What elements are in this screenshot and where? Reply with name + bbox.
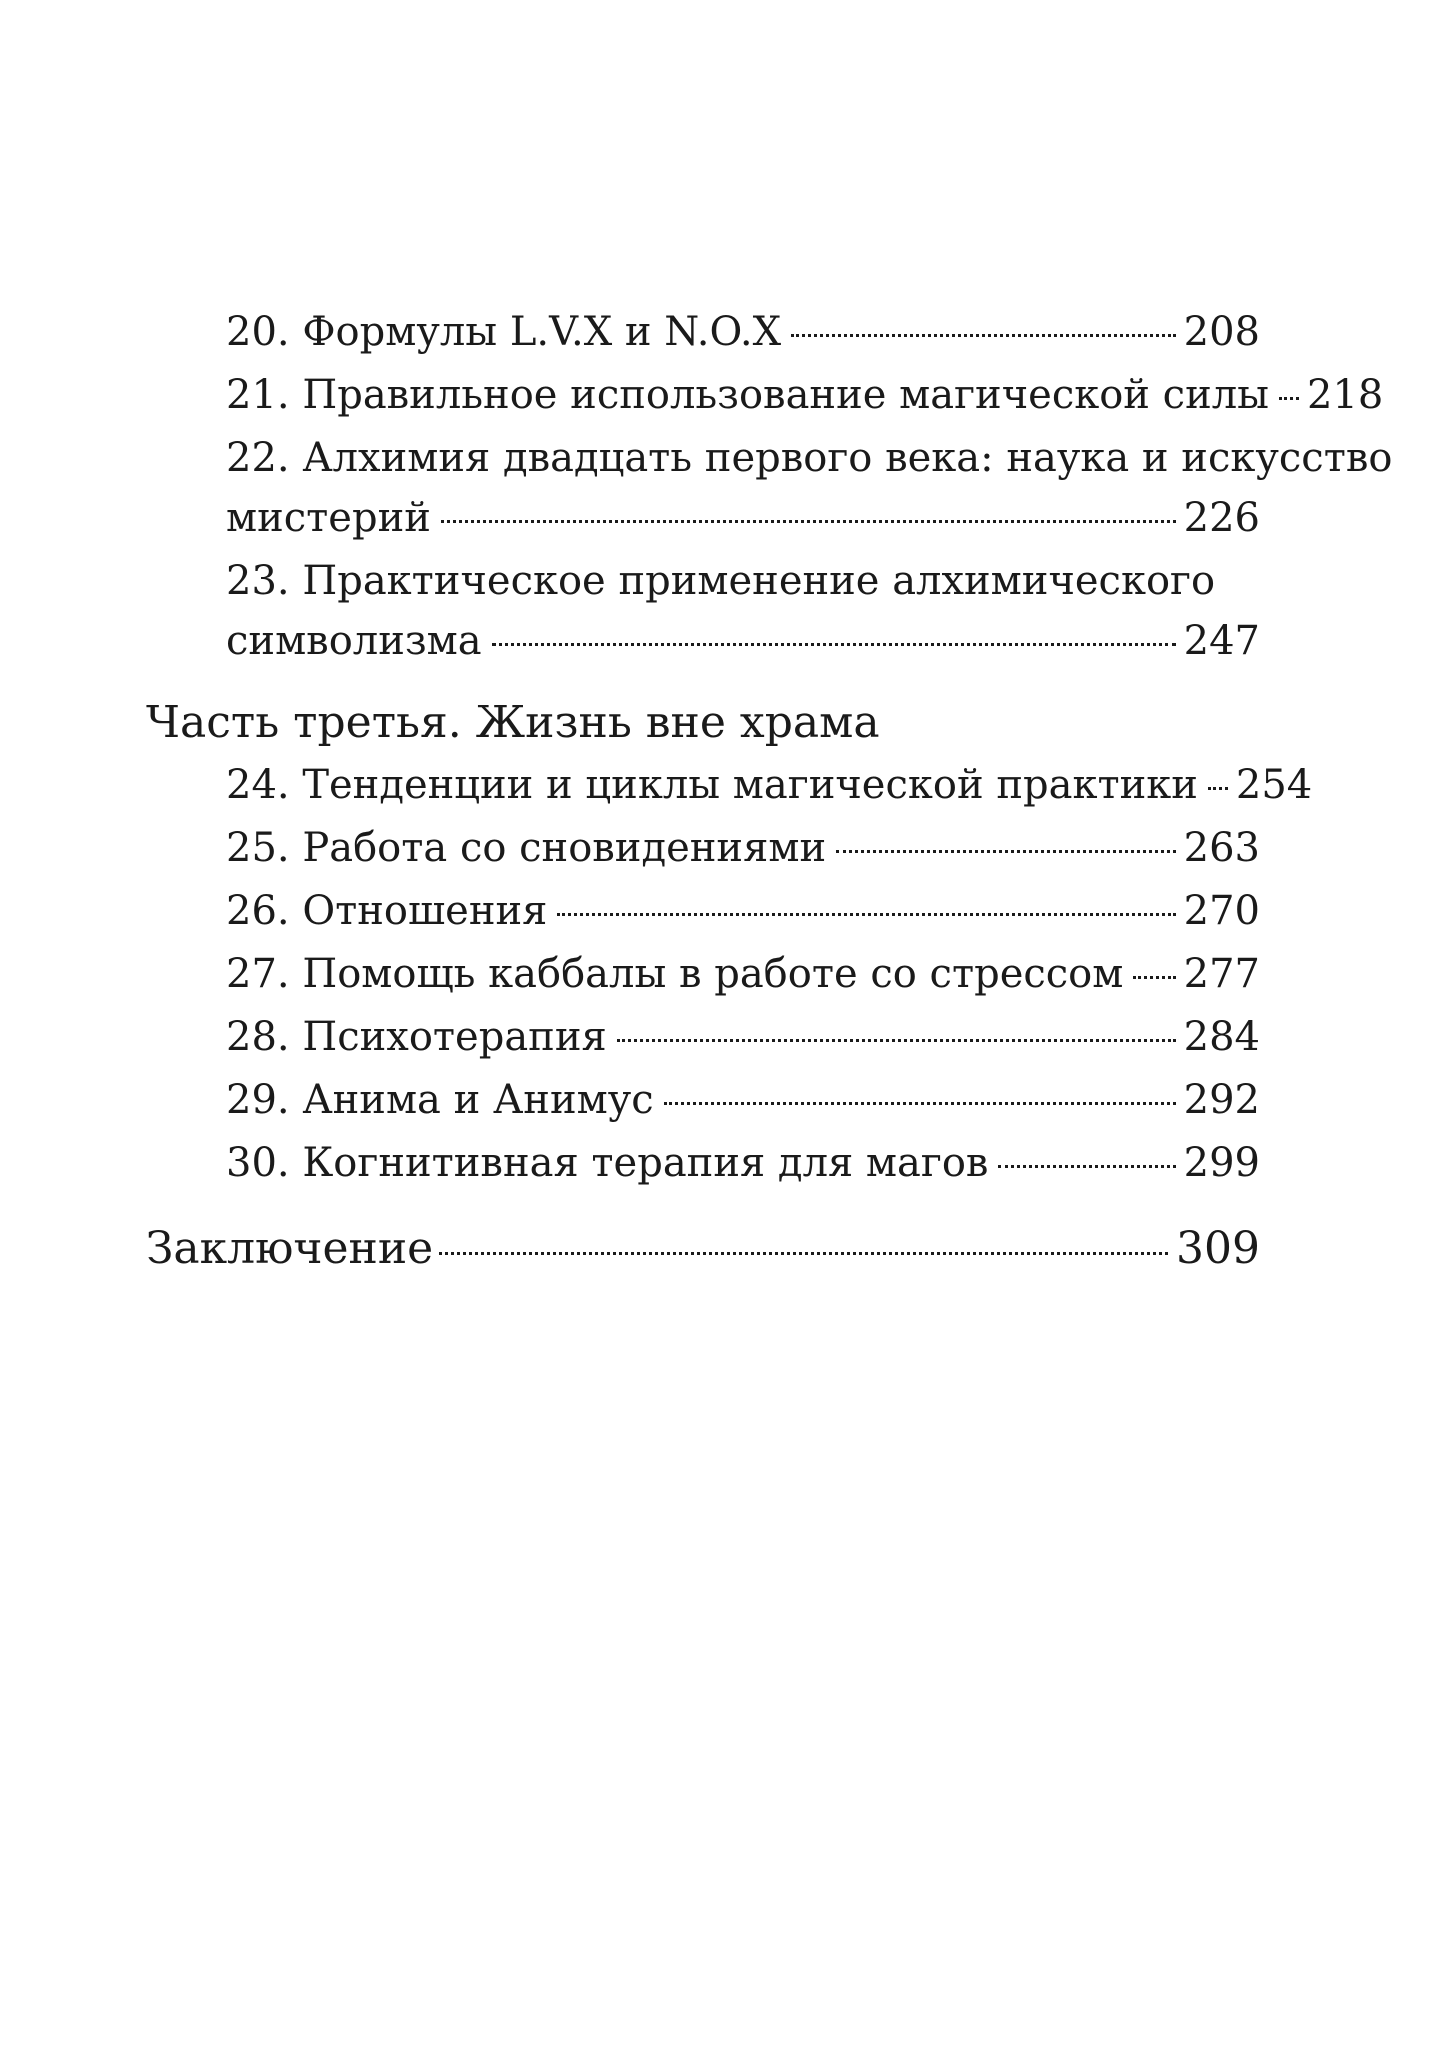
toc-entry-page: 218	[1307, 372, 1384, 418]
part-three-heading[interactable]: Часть третья. Жизнь вне храма	[146, 697, 880, 748]
toc-entry-page: 270	[1183, 888, 1260, 934]
toc-conclusion[interactable]	[146, 1217, 1260, 1281]
toc-entry-title-line2: мистерий	[226, 495, 431, 541]
dot-leader	[1133, 976, 1175, 979]
toc-entry-25[interactable]	[226, 818, 1260, 878]
dot-leader	[617, 1039, 1176, 1042]
toc-entry-title-line1: 23. Практическое применение алхимического	[226, 558, 1216, 604]
toc-entry-page: 277	[1183, 951, 1260, 997]
dot-leader	[441, 520, 1176, 523]
toc-entry-23[interactable]	[226, 551, 1260, 671]
toc-entry-title: 27. Помощь каббалы в работе со стрессом	[226, 951, 1124, 997]
toc-entry-20[interactable]	[226, 302, 1260, 362]
toc-entry-27[interactable]	[226, 944, 1260, 1004]
toc-entry-title: 26. Отношения	[226, 888, 548, 934]
toc-entry-26[interactable]	[226, 881, 1260, 941]
toc-entry-21[interactable]	[226, 365, 1384, 425]
toc-entry-24[interactable]	[226, 755, 1313, 815]
toc-entry-page: 263	[1183, 825, 1260, 871]
toc-entry-title-line1: 22. Алхимия двадцать первого века: наука и искусство	[226, 435, 1393, 481]
toc-entry-title: 30. Когнитивная терапия для магов	[226, 1140, 989, 1186]
toc-entry-title-line2: символизма	[226, 618, 482, 664]
dot-leader	[998, 1165, 1175, 1168]
toc-entry-page: 284	[1183, 1014, 1260, 1060]
toc-entry-page: 208	[1183, 309, 1260, 355]
toc-conclusion-page: 309	[1176, 1223, 1260, 1274]
toc-entry-page: 226	[1183, 495, 1260, 541]
dot-leader	[557, 913, 1175, 916]
dot-leader	[492, 643, 1176, 646]
toc-conclusion-title: Заключение	[146, 1223, 434, 1274]
toc-entry-30[interactable]	[226, 1133, 1260, 1193]
toc-entry-title: 21. Правильное использование магической силы	[226, 372, 1269, 418]
toc-entry-title: 24. Тенденции и циклы магической практики	[226, 762, 1198, 808]
dot-leader	[1279, 397, 1299, 400]
toc-entry-title: 28. Психотерапия	[226, 1014, 607, 1060]
toc-entry-page: 292	[1183, 1077, 1260, 1123]
toc-entry-title: 20. Формулы L.V.X и N.O.X	[226, 309, 782, 355]
toc-entry-title: 25. Работа со сновидениями	[226, 825, 827, 871]
toc-entry-page: 247	[1183, 618, 1260, 664]
toc-entry-22[interactable]	[226, 428, 1393, 548]
table-of-contents	[146, 302, 1393, 1281]
dot-leader	[664, 1102, 1176, 1105]
dot-leader	[439, 1252, 1168, 1255]
toc-entry-page: 299	[1183, 1140, 1260, 1186]
dot-leader	[1208, 787, 1228, 790]
dot-leader	[836, 850, 1176, 853]
toc-entry-29[interactable]	[226, 1070, 1260, 1130]
toc-entry-title: 29. Анима и Анимус	[226, 1077, 654, 1123]
dot-leader	[791, 334, 1176, 337]
toc-entry-28[interactable]	[226, 1007, 1260, 1067]
toc-entry-page: 254	[1235, 762, 1313, 808]
